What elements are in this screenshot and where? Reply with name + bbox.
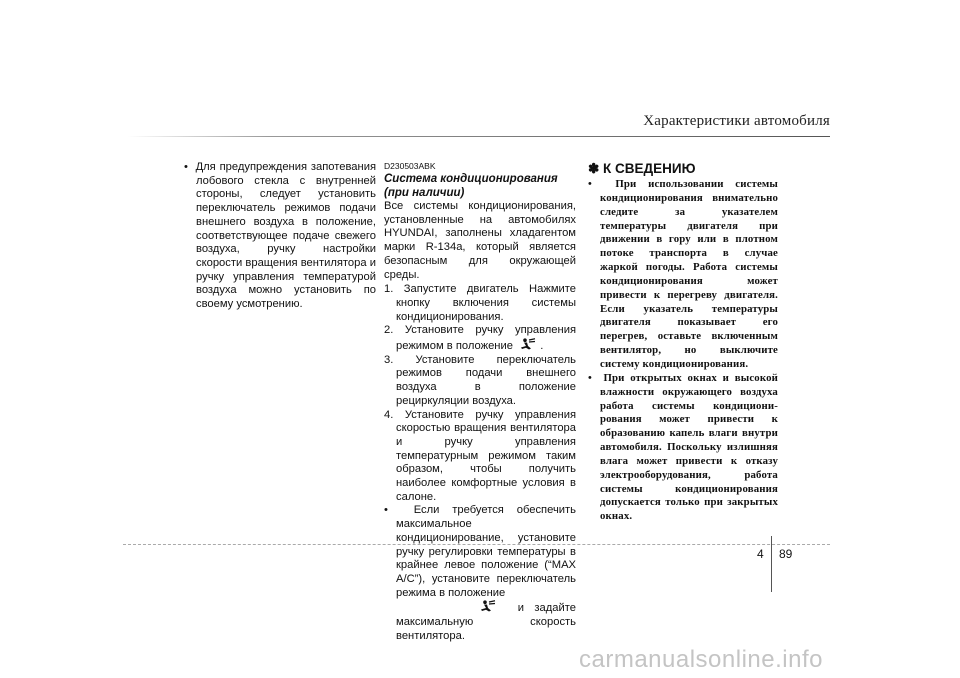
bullet-marker: • bbox=[184, 161, 188, 173]
step-text: Запустите двигатель Нажмите кнопку включения системы кондиционирования. bbox=[396, 283, 577, 323]
defog-text: Для предупреждения запотевания лобового стекла с внутренней стороны, следует установить переключатель режимов подачи внешнего воздуха в положение, соответствующее подаче свежего воздуха, ручку настройки скорости вращения вентилятора и ручку управления температурой воздуха можно установить по своему усмотрению. bbox=[195, 161, 376, 311]
section-code: D230503ABK bbox=[384, 161, 436, 171]
note-title: ✽ К СВЕДЕНИЮ bbox=[588, 161, 696, 176]
footer-vertical-rule bbox=[771, 536, 772, 592]
note-item-1 bbox=[588, 178, 778, 372]
note-text: При открытых окнах и высокой влажности окружающего воздуха работа системы кондициони-рования может привести к образованию капель влаги внутри автомобиля. Поскольку излишняя влага может привести к отказу электрооборудования, работа системы кондиционирования допускается только при закрытых окнах. bbox=[600, 371, 778, 523]
step-text: Установите ручку управления скоростью вращения вентилятора и ручку управления температурным режимом таким образом, чтобы получить наиболее комфортные условия в салоне. bbox=[396, 408, 577, 503]
step-marker: 3. bbox=[384, 353, 394, 366]
bullet-marker: • bbox=[384, 504, 388, 517]
step-1 bbox=[384, 283, 576, 324]
step-2 bbox=[384, 324, 576, 353]
right-column bbox=[588, 161, 778, 524]
left-column bbox=[184, 161, 376, 313]
step-text-end: . bbox=[540, 340, 544, 353]
watermark: carmanualsonline.info bbox=[579, 646, 823, 673]
max-ac-text-end: и задайте максимальную скорость вентилятора. bbox=[396, 602, 576, 642]
step-marker: 4. bbox=[384, 408, 394, 421]
bullet-marker: • bbox=[588, 178, 592, 190]
step-4 bbox=[384, 409, 576, 505]
section-heading bbox=[384, 173, 576, 200]
step-text: Установите переключатель режимов подачи внешнего воздуха в положение рециркуляции воздуха. bbox=[396, 353, 576, 407]
vent-mode-icon bbox=[479, 600, 497, 612]
defog-bullet bbox=[184, 161, 376, 312]
footer-dashed-rule bbox=[123, 544, 830, 545]
max-ac-text: Если требуется обеспечить максимальное кондиционирование, установите ручку регулировки температуры в крайнее левое положение (“MAX A/C”), установите переключатель режима в положение bbox=[396, 504, 576, 599]
note-text: При использовании системы кондиционирования внимательно следите за указателем температуры двигателя при движении в гору или в плотном потоке транспорта в случае жаркой погоды. Работа системы кондиционирования может привести к перегреву двигателя. Если указатель температуры двигателя показывает его перегрев, оставьте включенным вентилятор, но выключите систему кондиционирования. bbox=[600, 178, 778, 370]
middle-column bbox=[384, 161, 576, 644]
chapter-number: 4 bbox=[757, 547, 764, 561]
step-marker: 1. bbox=[384, 283, 394, 296]
page-header-title: Характеристики автомобиля bbox=[643, 113, 830, 129]
section-heading-line2: (при наличии) bbox=[384, 186, 465, 199]
step-text: Установите ручку управления режимом в положение bbox=[396, 324, 577, 353]
step-marker: 2. bbox=[384, 324, 394, 337]
section-heading-line1: Система кондиционирования bbox=[384, 173, 558, 185]
note-item-2 bbox=[588, 372, 778, 524]
page-number: 89 bbox=[779, 547, 793, 561]
header-rule bbox=[128, 136, 830, 137]
vent-mode-icon bbox=[519, 338, 537, 350]
max-ac-bullet bbox=[384, 504, 576, 643]
intro-paragraph: Все системы кондиционирования, установленные на автомобилях HYUNDAI, заполнены хладагентом марки R-134a, который является безопасным для окружающей среды. bbox=[384, 200, 576, 281]
step-3 bbox=[384, 354, 576, 409]
bullet-marker: • bbox=[588, 371, 592, 384]
